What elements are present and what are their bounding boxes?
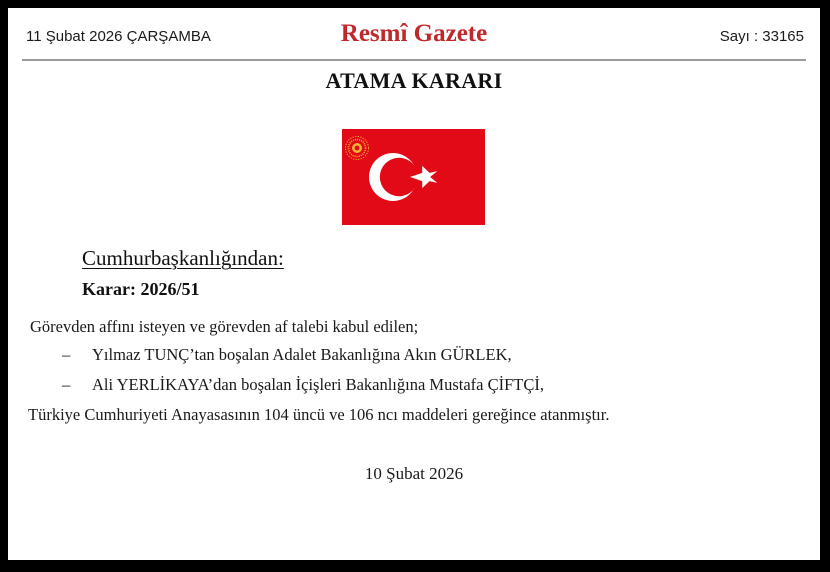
list-dash: – [62,345,71,364]
header-date: 11 Şubat 2026 ÇARŞAMBA [26,28,211,45]
closing-paragraph: Türkiye Cumhuriyeti Anayasasının 104 üncü ve 106 ncı maddeleri gereğince atanmıştır. [28,405,610,424]
header-divider [22,59,806,61]
gazette-page [8,8,820,560]
list-dash: – [62,375,71,394]
list-item-text: Yılmaz TUNÇ’tan boşalan Adalet Bakanlığına Akın GÜRLEK, [92,345,512,364]
turkish-flag-emblem-icon [342,129,485,225]
intro-paragraph: Görevden affını isteyen ve görevden af talebi kabul edilen; [30,317,419,336]
decision-number: Karar: 2026/51 [82,279,200,299]
list-item [62,375,544,395]
list-item [62,345,512,365]
gazette-title: Resmî Gazete [340,20,488,47]
list-item-text: Ali YERLİKAYA’dan boşalan İçişleri Bakanlığına Mustafa ÇİFTÇİ, [92,375,544,394]
issuing-authority: Cumhurbaşkanlığından: [82,246,284,270]
document-title: ATAMA KARARI [325,68,503,93]
issue-number: Sayı : 33165 [719,28,804,45]
signed-date: 10 Şubat 2026 [364,464,464,483]
